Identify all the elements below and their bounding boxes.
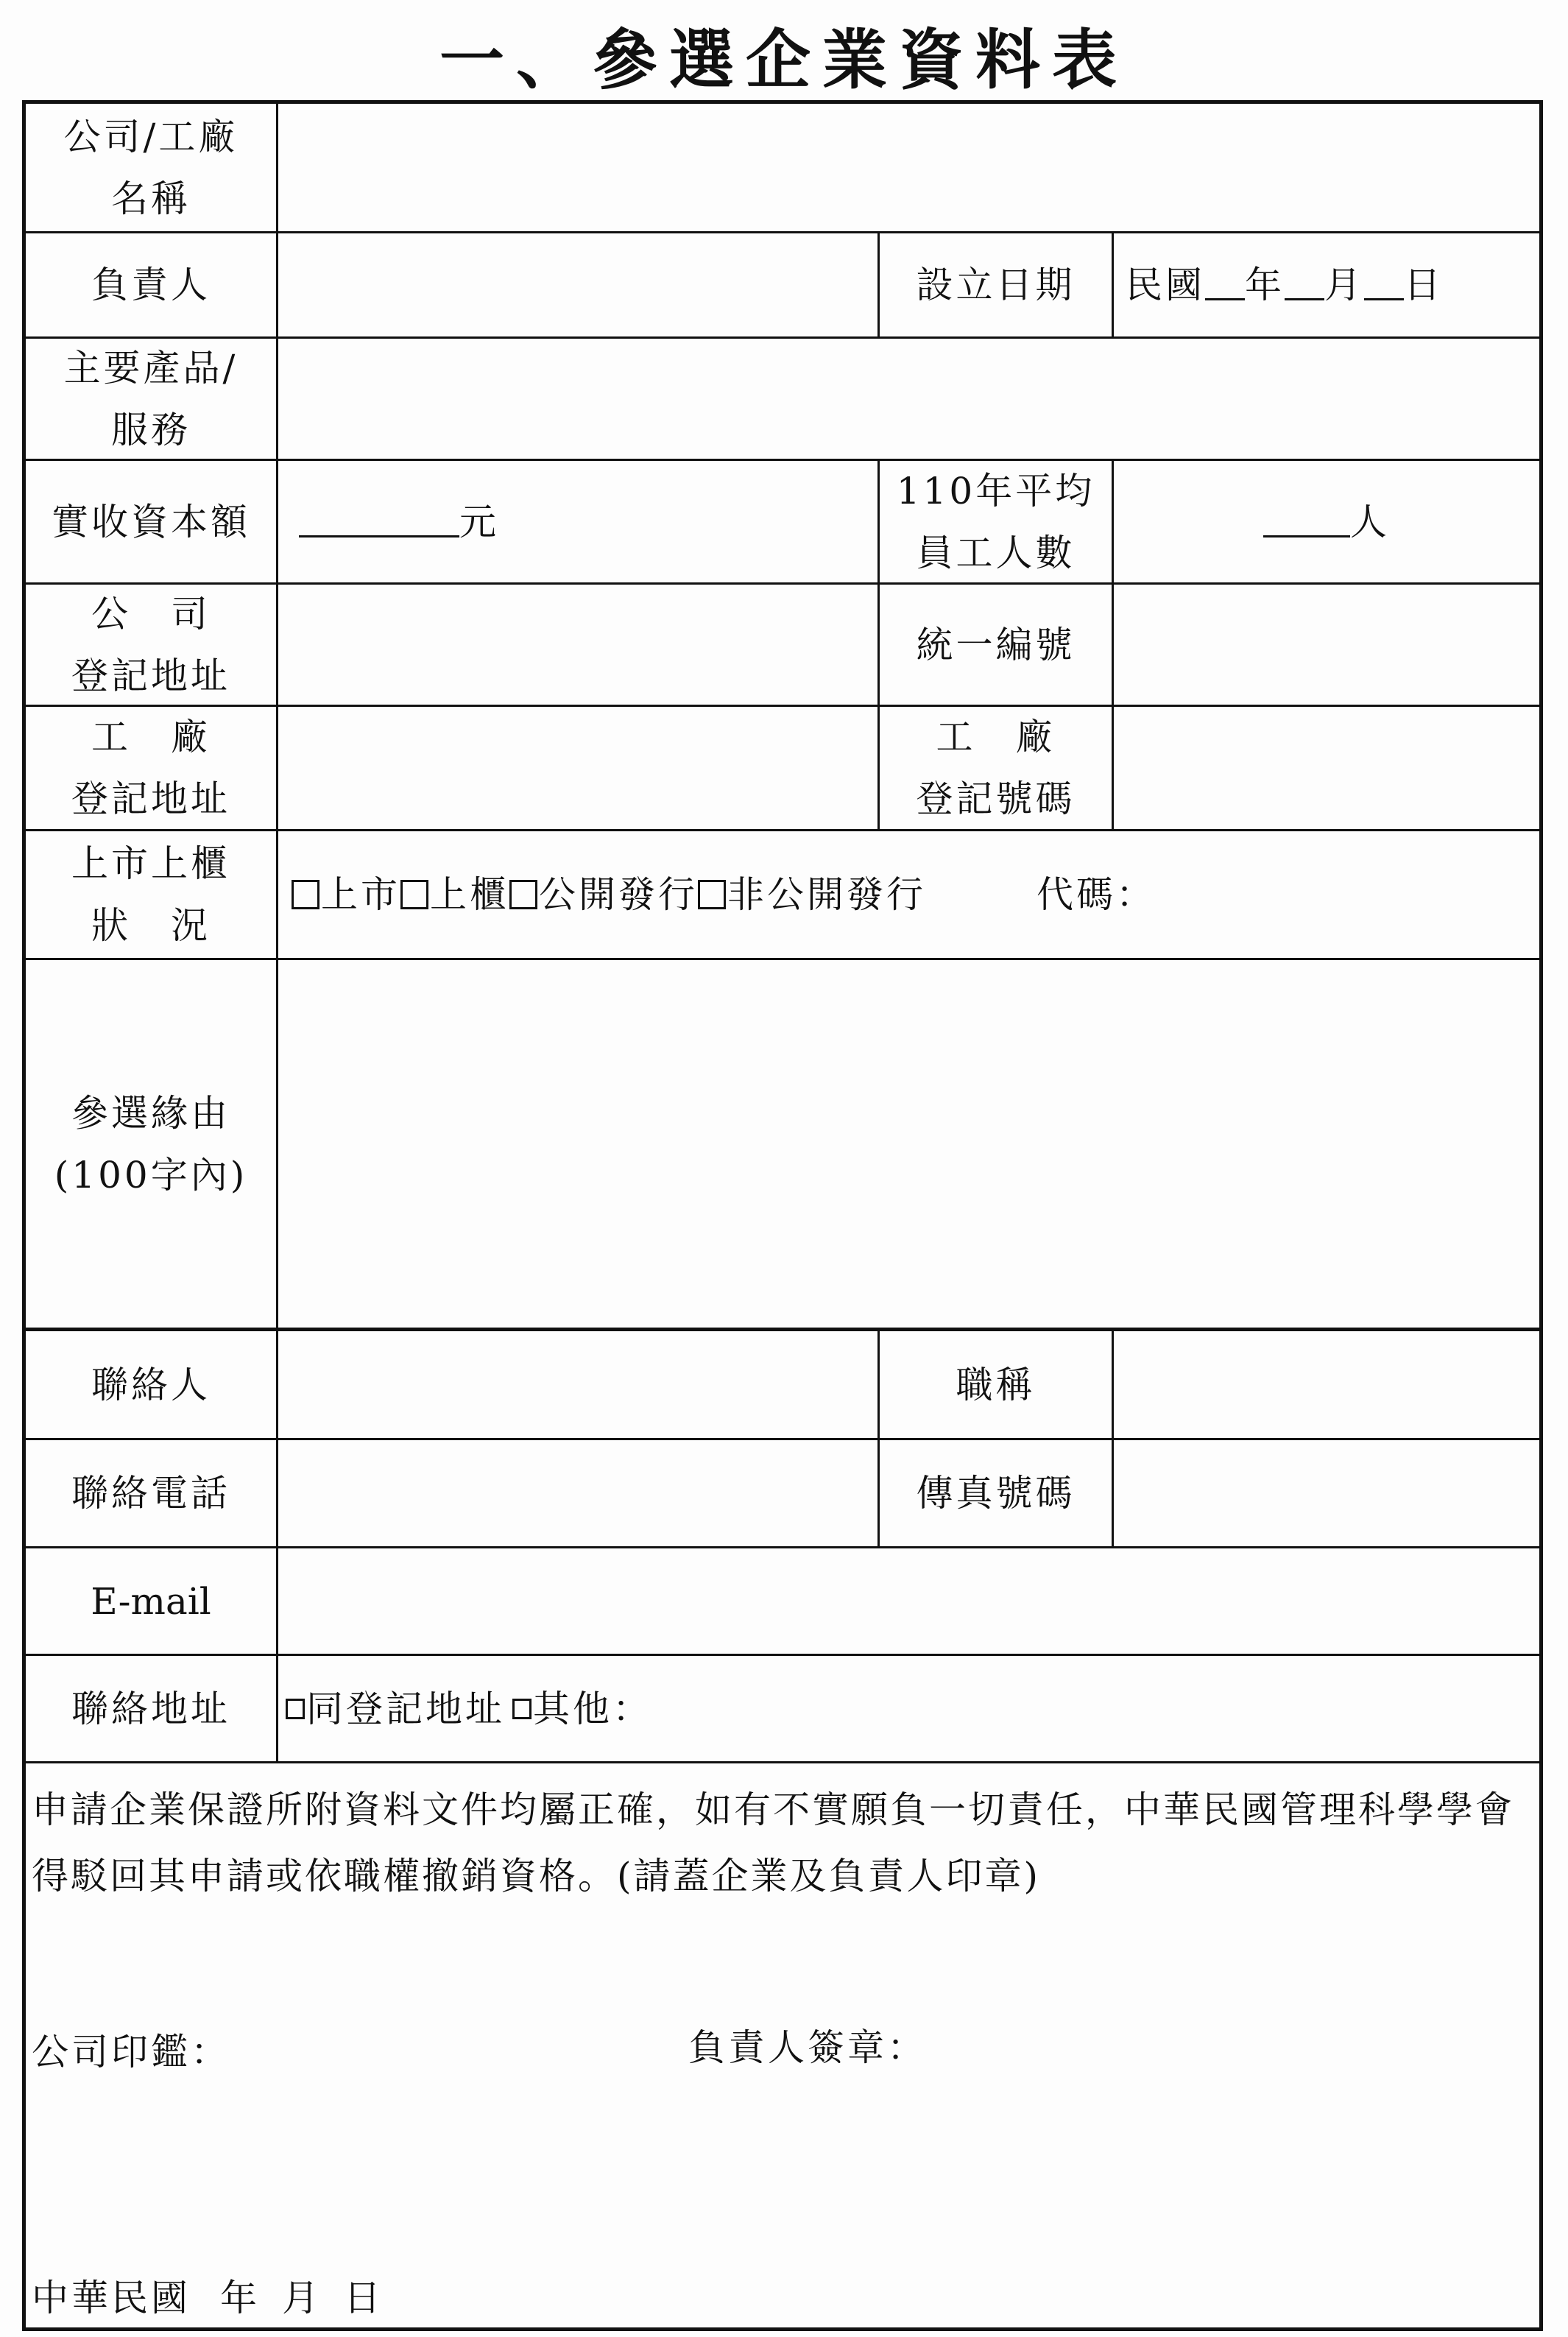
other-address-checkbox[interactable] — [512, 1699, 532, 1719]
month-blank[interactable] — [1285, 269, 1324, 300]
company-name-label: 公司/工廠 名稱 — [63, 115, 239, 220]
date-line-month: 月 — [282, 2277, 322, 2319]
products-field[interactable] — [278, 339, 1539, 459]
factory-registration-label: 工 廠 登記號碼 — [916, 716, 1076, 820]
factory-address-label: 工 廠 登記地址 — [71, 716, 230, 820]
listing-option-otc: 上櫃 — [430, 873, 509, 916]
entry-form — [22, 100, 1543, 2331]
other-address-option: 其他： — [533, 1687, 652, 1730]
fax-label: 傳真號碼 — [916, 1472, 1076, 1515]
row-divider — [26, 1761, 1539, 1763]
listing-option-public: 公開發行 — [539, 873, 698, 916]
day-blank[interactable] — [1364, 269, 1404, 300]
capital-field[interactable] — [278, 461, 877, 582]
employees-label: 110年平均 員工人數 — [896, 469, 1095, 574]
listing-option-private: 非公開發行 — [727, 873, 926, 916]
email-field[interactable] — [278, 1548, 1539, 1654]
job-title-field[interactable] — [1114, 1331, 1539, 1438]
established-date-label: 設立日期 — [916, 264, 1076, 306]
same-address-option: 同登記地址 — [306, 1687, 505, 1730]
reason-label: 參選緣由 (100字內) — [54, 1091, 248, 1196]
date-line-era: 中華民國 — [32, 2277, 191, 2319]
listing-status-field — [278, 831, 1539, 958]
established-date-field[interactable] — [1114, 233, 1539, 336]
factory-address-field[interactable] — [278, 707, 877, 829]
page-title: 一、參選企業資料表 — [439, 21, 1129, 98]
fax-field[interactable] — [1114, 1440, 1539, 1546]
phone-field[interactable] — [278, 1440, 877, 1546]
listing-checkbox-otc[interactable] — [400, 880, 428, 909]
company-seal-label: 公司印鑑： — [32, 2031, 230, 2073]
owner-field[interactable] — [278, 233, 877, 336]
tax-id-label: 統一編號 — [916, 623, 1076, 666]
listing-checkbox-private[interactable] — [698, 880, 726, 909]
tax-id-field[interactable] — [1114, 585, 1539, 705]
products-label: 主要產品/ 服務 — [63, 346, 239, 451]
month-label: 月 — [1324, 264, 1364, 306]
contact-address-field — [278, 1656, 1539, 1761]
listing-checkbox-listed[interactable] — [292, 880, 319, 909]
reason-field[interactable] — [278, 960, 1539, 1328]
same-address-checkbox[interactable] — [286, 1699, 305, 1719]
contact-address-label: 聯絡地址 — [71, 1687, 230, 1730]
capital-label: 實收資本額 — [52, 500, 250, 543]
day-label: 日 — [1404, 264, 1444, 306]
job-title-label: 職稱 — [956, 1363, 1036, 1406]
email-label: E-mail — [91, 1579, 211, 1623]
contact-person-field[interactable] — [278, 1331, 877, 1438]
date-line — [32, 2269, 384, 2322]
year-blank[interactable] — [1205, 269, 1245, 300]
employees-blank[interactable] — [1263, 507, 1350, 537]
date-era-label: 民國 — [1126, 264, 1205, 306]
listing-checkbox-public[interactable] — [509, 880, 537, 909]
company-address-field[interactable] — [278, 585, 877, 705]
date-line-year: 年 — [220, 2277, 260, 2319]
employees-unit: 人 — [1350, 500, 1390, 543]
listing-code-label: 代碼： — [1036, 873, 1156, 916]
date-line-day: 日 — [344, 2277, 384, 2319]
listing-status-label: 上市上櫃 狀 況 — [71, 842, 230, 947]
listing-option-listed: 上市 — [321, 873, 400, 916]
contact-person-label: 聯絡人 — [91, 1363, 211, 1406]
company-name-field[interactable] — [278, 104, 1539, 231]
employees-field[interactable] — [1114, 461, 1539, 582]
year-label: 年 — [1245, 264, 1285, 306]
company-address-label: 公 司 登記地址 — [71, 592, 230, 697]
declaration-statement: 申請企業保證所附資料文件均屬正確，如有不實願負一切責任，中華民國管理科學學會得駁回其申請或依職權撤銷資格。(請蓋企業及負責人印章) — [32, 1788, 1514, 1897]
capital-blank[interactable] — [299, 507, 459, 537]
phone-label: 聯絡電話 — [71, 1472, 230, 1515]
owner-label: 負責人 — [91, 264, 211, 306]
owner-signature-label: 負責人簽章： — [688, 2026, 927, 2069]
factory-registration-field[interactable] — [1114, 707, 1539, 829]
capital-unit: 元 — [459, 500, 499, 543]
